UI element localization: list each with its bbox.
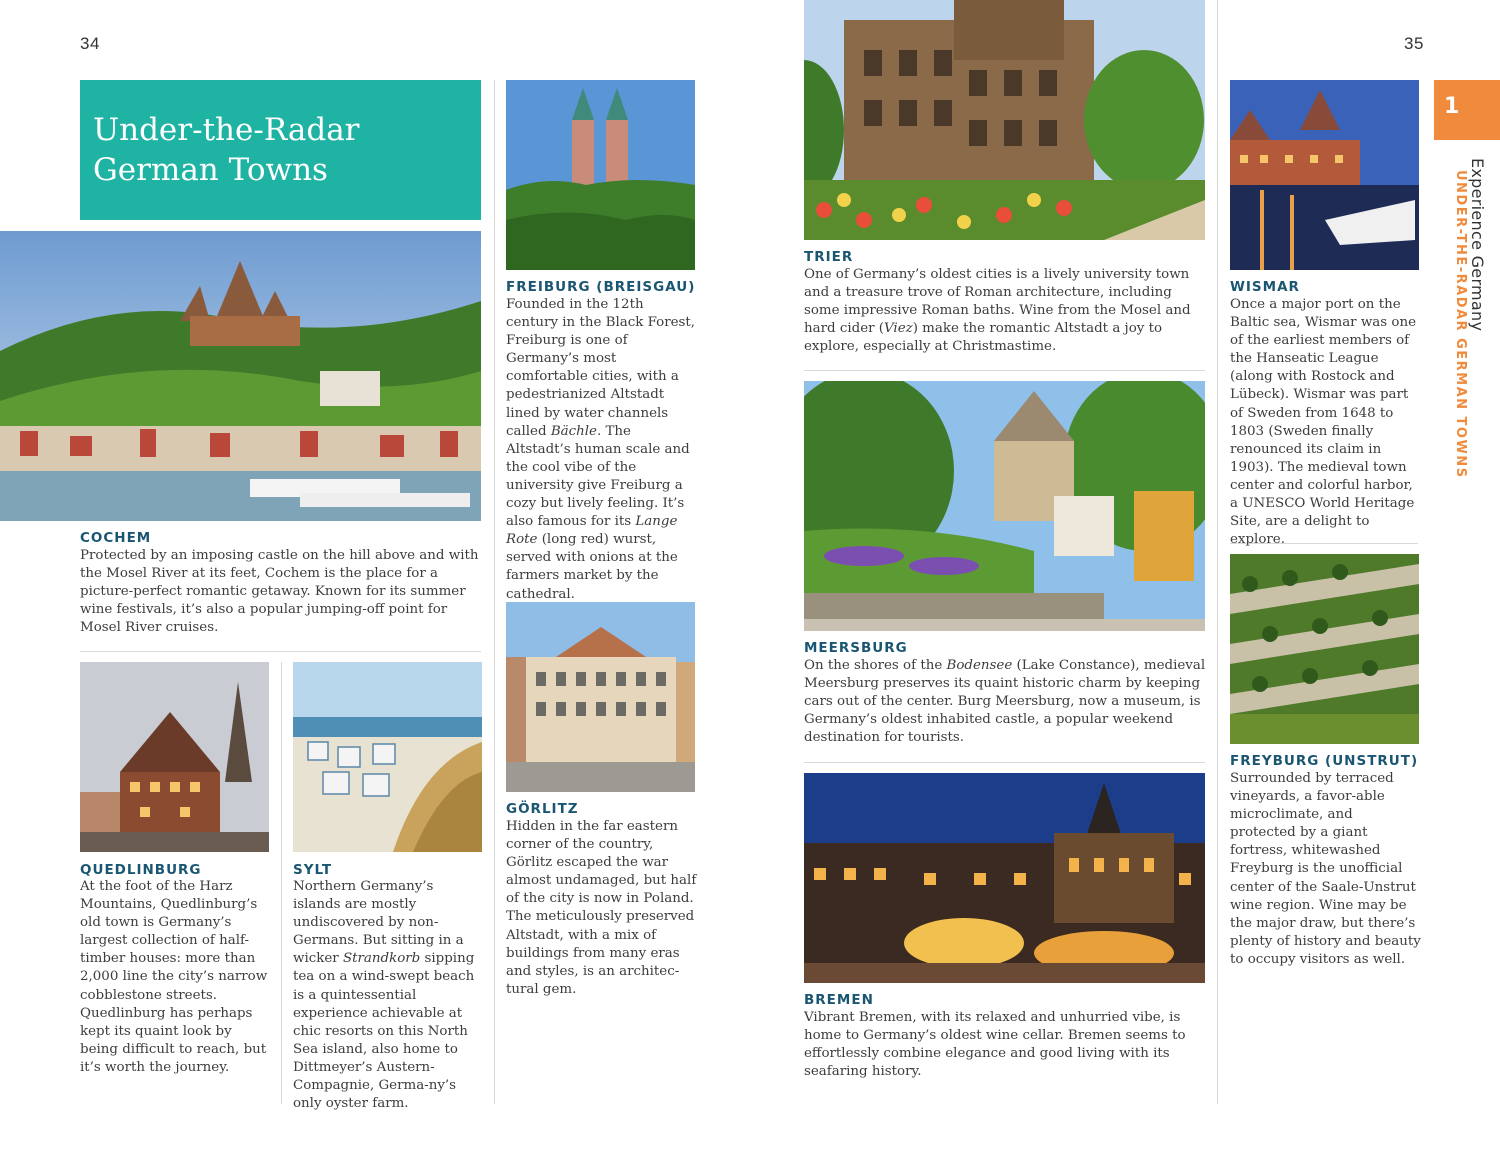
trier-photo xyxy=(804,0,1205,240)
freiburg-photo xyxy=(506,80,695,270)
meersburg-text: (Lake Constance), medieval Meersburg preserves its quaint historic charm by keeping cars out of the center. Burg Meersburg, now a museum, is Germany’s oldest inhabited castle, a popular weekend destination for tourists. xyxy=(804,658,1206,746)
trier-text: One of Germany’s oldest cities is a lively university town and a treasure trove of Roman architecture, including some impressive Roman baths. Wine from the Mosel and hard cider ( xyxy=(804,267,1191,337)
sylt-text: Northern Germany’s islands are mostly undiscovered by non-Germans. But sitting in a wicker xyxy=(293,879,464,967)
freiburg-heading: FREIBURG (BREISGAU) xyxy=(506,279,696,295)
title-box xyxy=(80,80,481,220)
freiburg-text-italic: Lange Rote xyxy=(506,514,678,548)
trier-text: ) make the romantic Altstadt a joy to explore, especially at Christmastime. xyxy=(804,321,1163,355)
cochem-heading: COCHEM xyxy=(80,530,152,546)
column-divider xyxy=(494,80,495,1104)
freyburg-photo xyxy=(1230,554,1419,744)
meersburg-text-italic: Bodensee xyxy=(946,658,1013,673)
meersburg-text: On the shores of the xyxy=(804,658,947,673)
column-divider xyxy=(281,662,282,1104)
trier-text-italic: Viez xyxy=(884,321,913,337)
wismar-photo xyxy=(1230,80,1419,270)
chapter-number: 1 xyxy=(1444,94,1460,119)
page-number-right: 35 xyxy=(1404,34,1424,53)
bremen-photo xyxy=(804,773,1205,983)
page-title: Under-the-Radar German Towns xyxy=(93,112,360,188)
sylt-heading: SYLT xyxy=(293,862,333,878)
wismar-text: Once a major port on the Baltic sea, Wismar was one of the earliest members of the Hanseatic League (along with Rostock and Lübeck). Wismar was part of Sweden from 1648 to 1803 (Sweden finally renounced its claim in 1903). The medieval town center and colorful harbor, a UNESCO World Heritage Site, are a delight to explore. xyxy=(1230,297,1417,548)
sylt-text: sipping tea on a wind-swept beach is a quintessential experience achievable at chic resorts on this North Sea island, also home to Dittmeyer’s Austern-Compagnie, Germa-ny’s only oyster farm. xyxy=(293,951,475,1112)
meersburg-heading: MEERSBURG xyxy=(804,640,908,656)
chapter-running-head xyxy=(1453,158,1487,479)
gorlitz-photo xyxy=(506,602,695,792)
quedlinburg-text: At the foot of the Harz Mountains, Quedlinburg’s old town is Germany’s largest collection of half-timber houses: more than 2,000 line the city’s narrow cobblestone streets. Quedlinburg has perhaps kept its quaint look by being difficult to reach, but it’s worth the journey. xyxy=(80,879,268,1075)
freyburg-text: Surrounded by terraced vineyards, a favor-able microclimate, and protected by a giant fortress, whitewashed Freyburg is the unofficial center of the Saale-Unstrut wine region. Wine may be the major draw, but there’s plenty of history and beauty to occupy visitors as well. xyxy=(1230,771,1421,967)
column-divider xyxy=(1217,0,1218,1104)
wismar-heading: WISMAR xyxy=(1230,279,1300,295)
chapter-title: Experience Germany xyxy=(1468,158,1487,332)
sylt-photo xyxy=(293,662,482,852)
row-divider xyxy=(804,762,1205,763)
gorlitz-text: Hidden in the far eastern corner of the country, Görlitz escaped the war almost undamaged, but half of the city is now in Poland. The meticulously preserved Altstadt, with a mix of buildings from many eras and styles, is an architec-tural gem. xyxy=(506,819,697,997)
quedlinburg-photo xyxy=(80,662,269,852)
chapter-tab[interactable] xyxy=(1434,80,1500,140)
freiburg-text: (long red) wurst, served with onions at the farmers market by the cathedral. xyxy=(506,532,678,602)
gorlitz-heading: GÖRLITZ xyxy=(506,801,579,817)
page-number-left: 34 xyxy=(80,34,100,53)
trier-heading: TRIER xyxy=(804,249,854,265)
freiburg-text: . The Altstadt’s human scale and the cool vibe of the university give Freiburg a cozy but lively feeling. It’s also famous for its xyxy=(506,423,690,530)
bremen-text: Vibrant Bremen, with its relaxed and unhurried vibe, is home to Germany’s oldest wine cellar. Bremen seems to effortlessly combine elegance and good living with its seafaring history. xyxy=(804,1010,1186,1080)
row-divider xyxy=(804,370,1205,371)
section-title: UNDER-THE-RADAR GERMAN TOWNS xyxy=(1453,170,1468,479)
cochem-photo xyxy=(0,231,481,521)
freyburg-heading: FREYBURG (UNSTRUT) xyxy=(1230,753,1419,769)
sylt-text-italic: Strandkorb xyxy=(342,951,421,967)
cochem-text: Protected by an imposing castle on the hill above and with the Mosel River at its feet, Cochem is the place for a picture-perfect romantic getaway. Known for its summer wine festivals, it’s also a popular jumping-off point for Mosel River cruises. xyxy=(80,548,479,636)
meersburg-photo xyxy=(804,381,1205,631)
freiburg-text: Founded in the 12th century in the Black Forest, Freiburg is one of Germany’s most comfortable cities, with a pedestrianized Altstadt lined by water channels called xyxy=(506,297,696,439)
quedlinburg-heading: QUEDLINBURG xyxy=(80,862,202,878)
row-divider xyxy=(80,651,481,652)
freiburg-text-italic: Bächle xyxy=(550,423,597,439)
bremen-heading: BREMEN xyxy=(804,992,874,1008)
